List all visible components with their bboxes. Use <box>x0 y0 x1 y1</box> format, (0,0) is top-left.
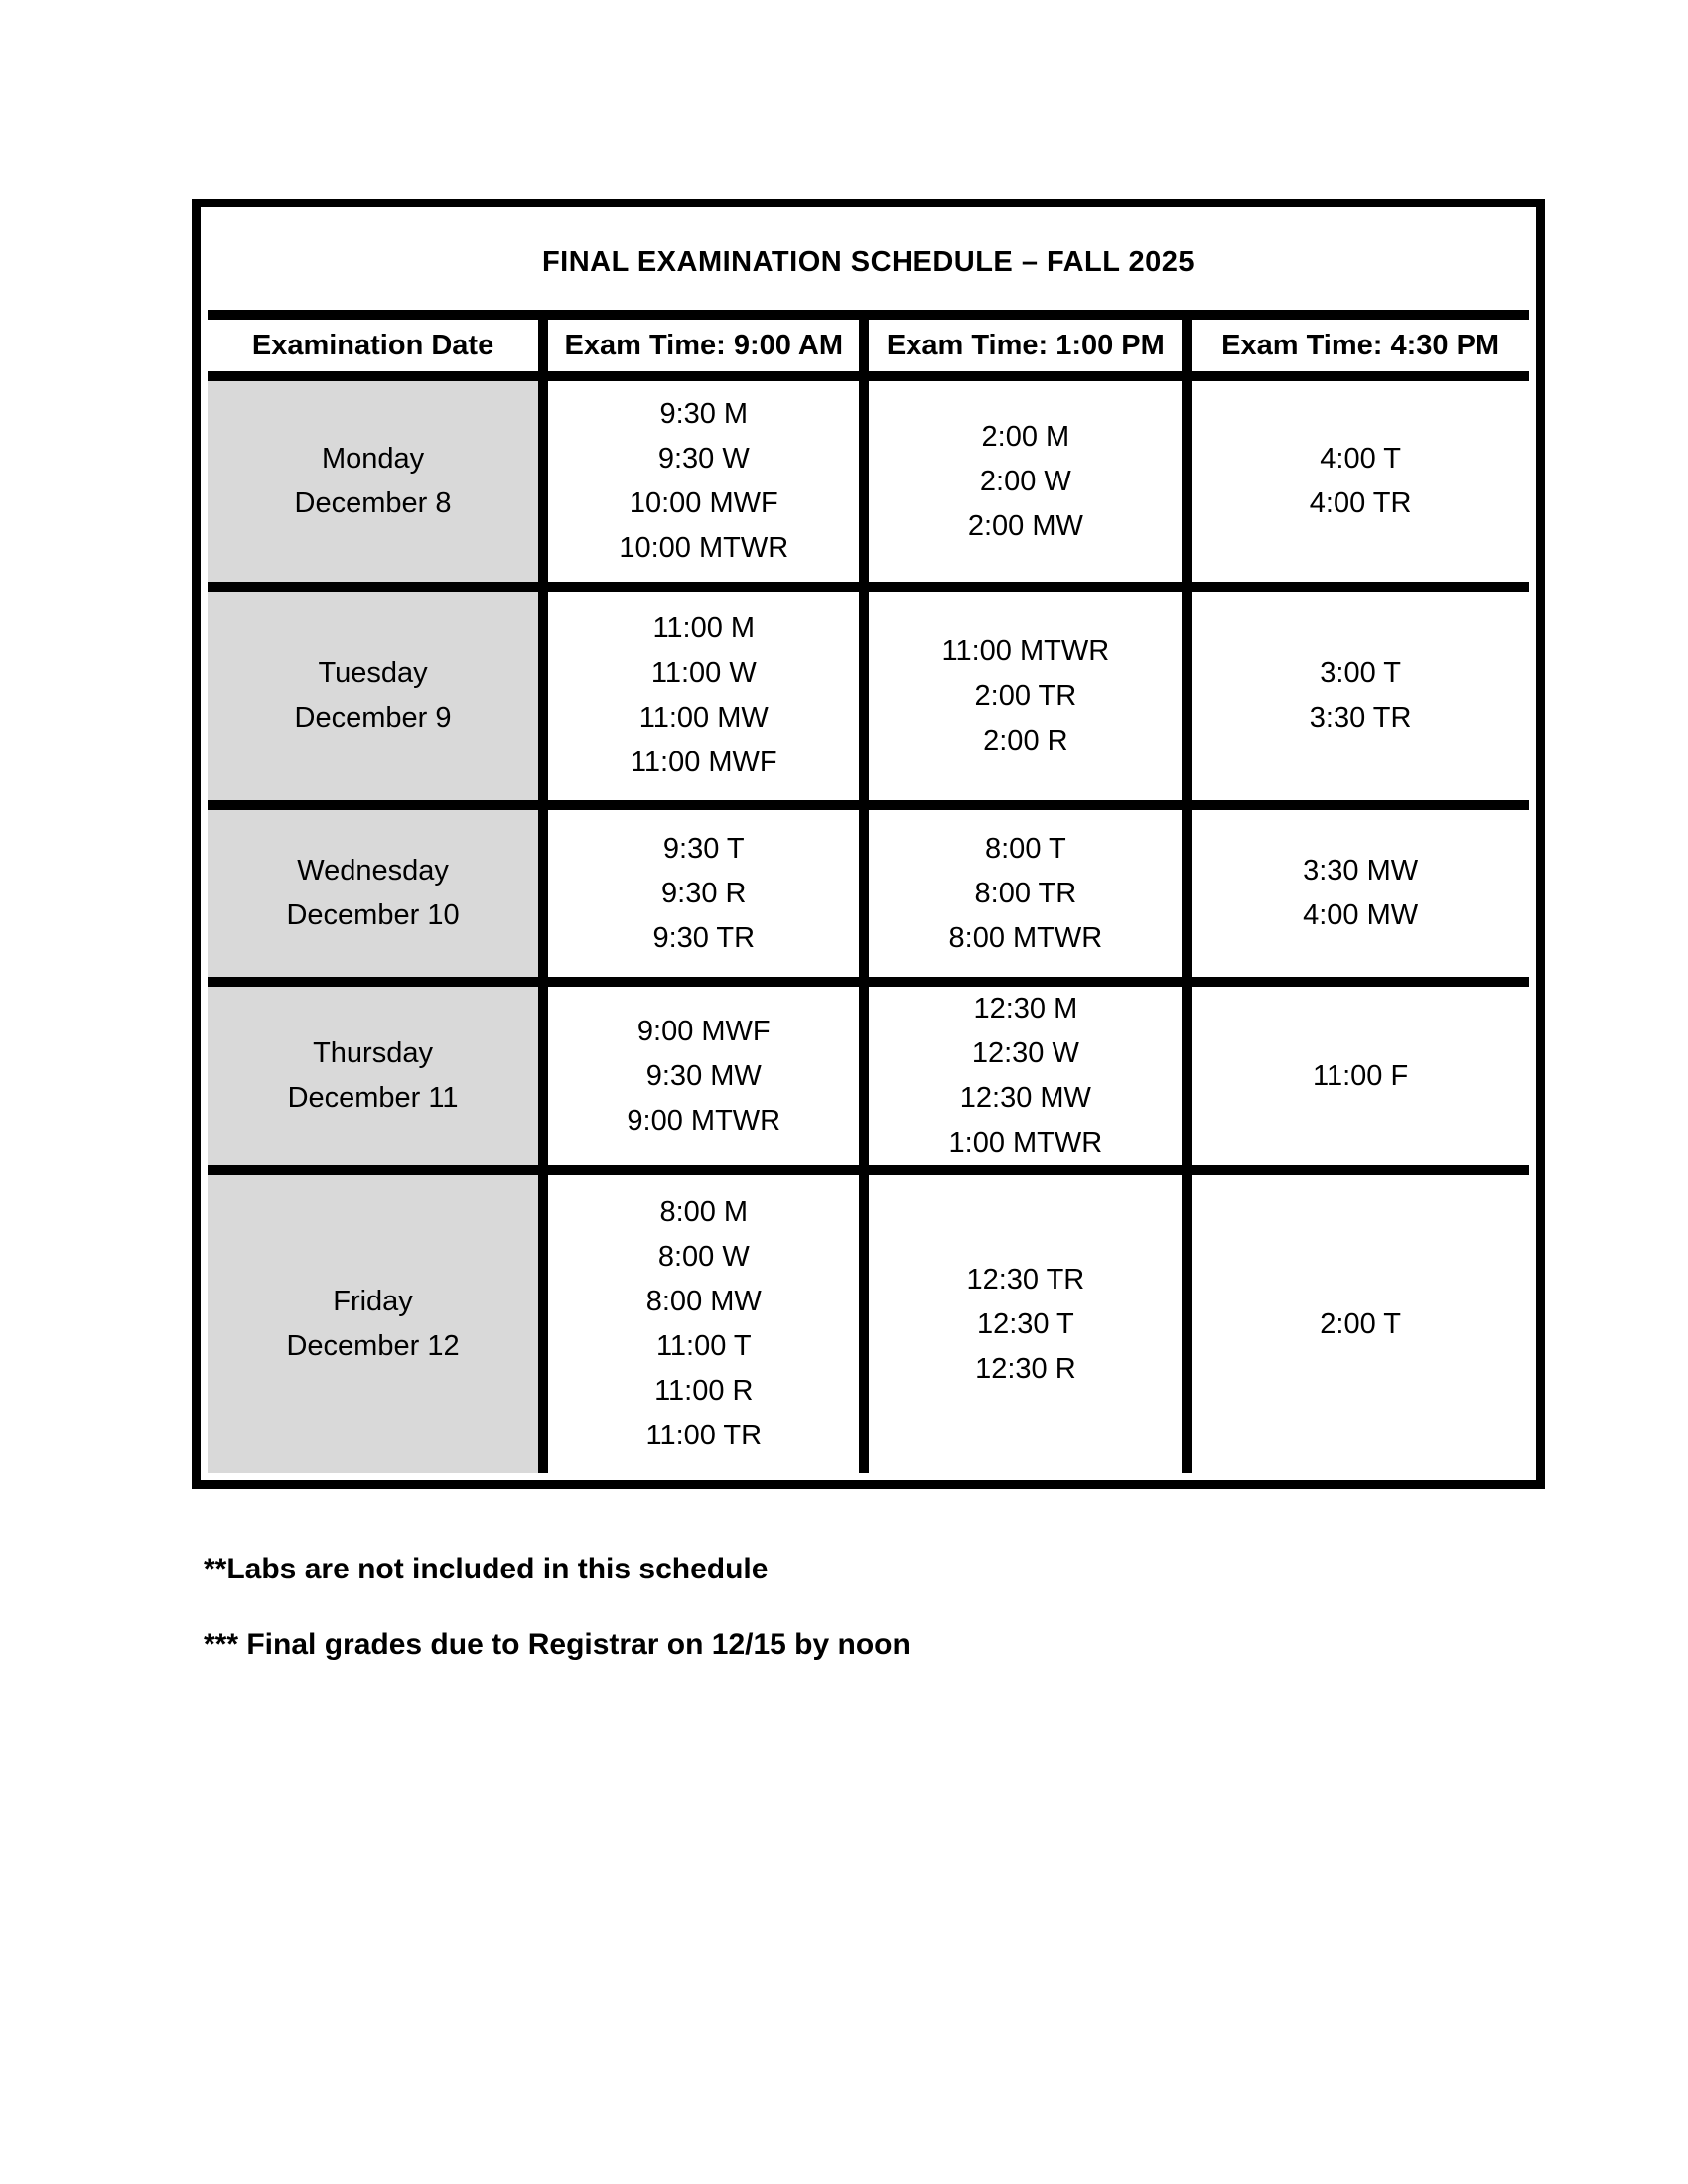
schedule-line: 9:00 MWF <box>636 1015 771 1047</box>
schedule-line: 9:30 R <box>661 877 747 909</box>
exam-slot-1pm-cell <box>864 376 1187 587</box>
column-header-exam-time-1pm: Exam Time: 1:00 PM <box>864 315 1187 376</box>
schedule-body <box>208 376 1529 1473</box>
examination-date-cell <box>208 587 543 805</box>
schedule-line: Wednesday <box>297 855 449 887</box>
schedule-line: 12:30 W <box>971 1037 1079 1069</box>
schedule-line: 8:00 T <box>985 832 1066 865</box>
schedule-line: 3:30 TR <box>1309 702 1412 734</box>
schedule-table <box>208 214 1529 1473</box>
header-row <box>208 315 1529 376</box>
exam-slot-1pm-cell <box>864 1170 1187 1473</box>
schedule-line: 12:30 M <box>973 993 1078 1024</box>
schedule-line: Monday <box>321 443 425 475</box>
schedule-line: 9:30 T <box>662 832 745 865</box>
schedule-line: 11:00 T <box>655 1330 752 1362</box>
schedule-line: 9:30 M <box>659 398 749 430</box>
schedule-line: December 8 <box>294 487 452 519</box>
title-row <box>208 214 1529 315</box>
column-header-exam-time-9am: Exam Time: 9:00 AM <box>543 315 864 376</box>
schedule-line: December 10 <box>286 899 460 931</box>
schedule-row-friday <box>208 1170 1529 1473</box>
schedule-line: 2:00 M <box>981 420 1070 453</box>
exam-slot-430pm-cell <box>1187 587 1529 805</box>
column-header-examination-date: Examination Date <box>208 315 543 376</box>
schedule-line: 3:00 T <box>1320 657 1401 689</box>
schedule-line: 4:00 TR <box>1309 487 1412 519</box>
page-title: FINAL EXAMINATION SCHEDULE – FALL 2025 <box>208 214 1529 315</box>
schedule-row-monday <box>208 376 1529 587</box>
exam-schedule-table <box>192 199 1545 1489</box>
schedule-line: 4:00 MW <box>1303 899 1419 931</box>
schedule-line: 10:00 MTWR <box>619 532 789 564</box>
schedule-line: 1:00 MTWR <box>948 1127 1103 1159</box>
exam-slot-9am-cell <box>543 376 864 587</box>
note-labs: **Labs are not included in this schedule <box>204 1553 769 1585</box>
schedule-line: December 9 <box>294 702 452 734</box>
exam-slot-9am-cell <box>543 805 864 982</box>
exam-slot-1pm-cell <box>864 805 1187 982</box>
schedule-line: 11:00 F <box>1313 1059 1409 1092</box>
exam-slot-9am-cell <box>543 982 864 1170</box>
examination-date-cell <box>208 376 543 587</box>
examination-date-cell <box>208 805 543 982</box>
exam-slot-9am-cell <box>543 587 864 805</box>
schedule-line: 11:00 MTWR <box>941 634 1110 667</box>
schedule-row-wednesday <box>208 805 1529 982</box>
examination-date-cell <box>208 982 543 1170</box>
schedule-row-tuesday <box>208 587 1529 805</box>
exam-slot-430pm-cell <box>1187 376 1529 587</box>
schedule-row-thursday <box>208 982 1529 1170</box>
schedule-line: 2:00 W <box>979 465 1071 497</box>
schedule-line: Tuesday <box>318 657 428 689</box>
schedule-line: 11:00 MW <box>638 702 769 734</box>
schedule-line: 9:30 MW <box>645 1059 762 1092</box>
schedule-line: 12:30 R <box>975 1352 1076 1385</box>
exam-slot-1pm-cell <box>864 982 1187 1170</box>
schedule-line: Thursday <box>313 1037 433 1069</box>
schedule-line: 10:00 MWF <box>629 487 778 519</box>
schedule-line: 11:00 TR <box>645 1420 763 1451</box>
exam-slot-9am-cell <box>543 1170 864 1473</box>
examination-date-cell <box>208 1170 543 1473</box>
schedule-line: December 12 <box>286 1330 460 1362</box>
schedule-line: 11:00 M <box>652 613 756 644</box>
schedule-line: 12:30 TR <box>966 1263 1085 1296</box>
schedule-line: 12:30 T <box>976 1307 1074 1340</box>
schedule-line: 11:00 W <box>650 657 757 689</box>
schedule-line: 8:00 M <box>659 1196 749 1228</box>
schedule-line: Friday <box>333 1286 413 1317</box>
column-header-exam-time-430pm: Exam Time: 4:30 PM <box>1187 315 1529 376</box>
schedule-line: 8:00 MTWR <box>948 921 1103 954</box>
schedule-line: 9:30 W <box>657 443 750 475</box>
note-final-grades: *** Final grades due to Registrar on 12/15 by noon <box>204 1628 911 1661</box>
schedule-line: 2:00 T <box>1320 1307 1401 1340</box>
schedule-line: 11:00 MWF <box>630 747 777 778</box>
schedule-line: 4:00 T <box>1320 443 1401 475</box>
schedule-line: 9:00 MTWR <box>627 1104 781 1137</box>
schedule-line: 9:30 TR <box>652 921 756 954</box>
schedule-line: 2:00 MW <box>967 509 1083 542</box>
exam-slot-430pm-cell <box>1187 805 1529 982</box>
schedule-line: December 11 <box>287 1082 459 1114</box>
schedule-line: 8:00 MW <box>645 1286 762 1317</box>
exam-slot-1pm-cell <box>864 587 1187 805</box>
schedule-line: 2:00 TR <box>974 679 1077 712</box>
exam-slot-430pm-cell <box>1187 1170 1529 1473</box>
schedule-line: 8:00 TR <box>974 877 1077 909</box>
schedule-line: 2:00 R <box>983 724 1068 756</box>
schedule-line: 8:00 W <box>657 1241 750 1273</box>
schedule-line: 3:30 MW <box>1303 855 1419 887</box>
exam-slot-430pm-cell <box>1187 982 1529 1170</box>
schedule-line: 11:00 R <box>654 1375 754 1407</box>
schedule-line: 12:30 MW <box>959 1082 1091 1114</box>
